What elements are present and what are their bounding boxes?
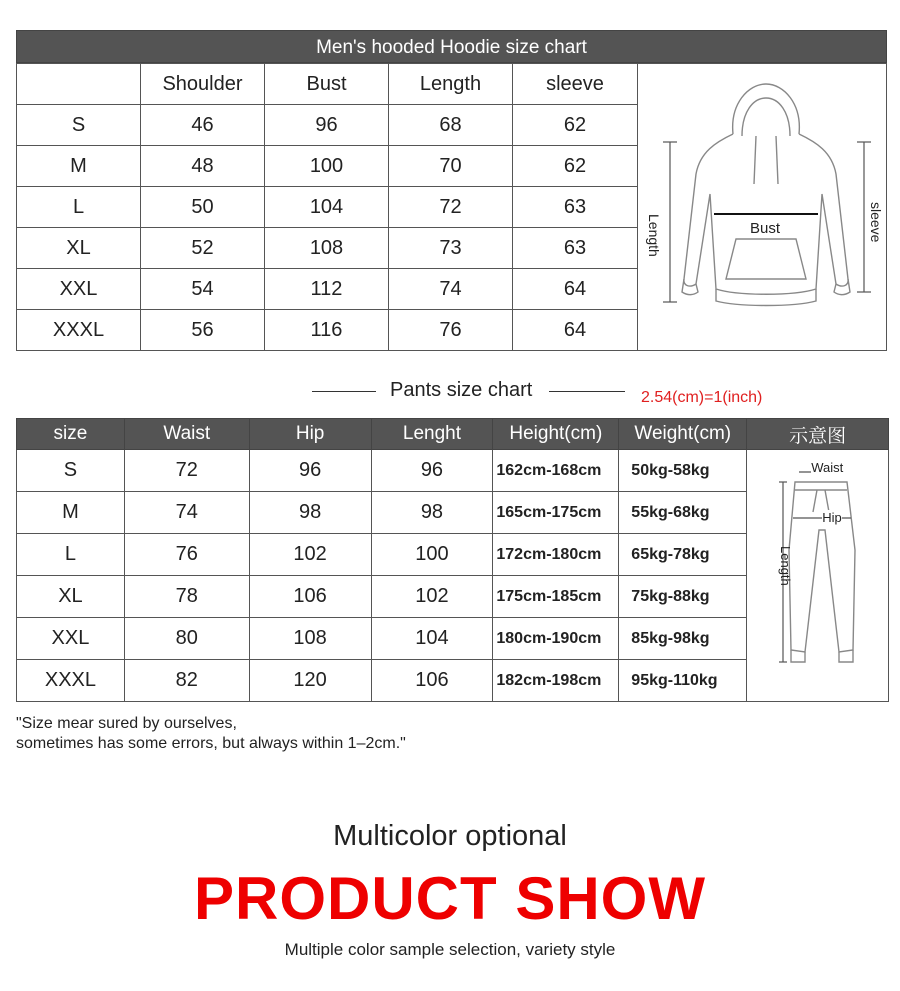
table-cell: 64	[513, 269, 638, 310]
pants-size-chart	[16, 418, 889, 702]
hoodie-bust-label: Bust	[750, 220, 781, 237]
table-cell: 96	[249, 450, 371, 492]
size-cell: XL	[17, 228, 141, 269]
table-row	[17, 450, 889, 492]
table-cell: 48	[141, 146, 265, 187]
table-cell: 63	[513, 228, 638, 269]
table-cell: 180cm-190cm	[493, 618, 619, 660]
hoodie-chart-title: Men's hooded Hoodie size chart	[16, 30, 887, 63]
table-row	[17, 269, 638, 310]
unit-conversion-note: 2.54(cm)=1(inch)	[641, 389, 763, 406]
pants-chart-heading	[0, 377, 900, 405]
hoodie-length-label: Length	[646, 214, 662, 257]
table-cell: 112	[265, 269, 389, 310]
table-cell: 106	[249, 576, 371, 618]
table-cell: 74	[124, 492, 249, 534]
pants-diagram	[747, 450, 889, 702]
pants-length-label: Length	[778, 546, 794, 586]
pants-outline-icon	[747, 450, 887, 700]
divider	[549, 391, 625, 392]
hoodie-header-length: Length	[389, 64, 513, 105]
table-cell: 162cm-168cm	[493, 450, 619, 492]
size-cell: XXL	[17, 618, 125, 660]
table-cell: 104	[265, 187, 389, 228]
size-cell: L	[17, 534, 125, 576]
table-cell: 70	[389, 146, 513, 187]
table-cell: 100	[265, 146, 389, 187]
table-cell: 102	[371, 576, 493, 618]
table-cell: 85kg-98kg	[619, 618, 747, 660]
table-cell: 76	[389, 310, 513, 351]
table-cell: 98	[249, 492, 371, 534]
pants-chart-title: Pants size chart	[390, 379, 533, 401]
pants-waist-label: Waist	[811, 460, 844, 475]
table-cell: 65kg-78kg	[619, 534, 747, 576]
table-cell: 108	[249, 618, 371, 660]
pants-header-length: Lenght	[371, 419, 493, 450]
table-cell: 165cm-175cm	[493, 492, 619, 534]
table-cell: 62	[513, 146, 638, 187]
promo-tagline: Multiple color sample selection, variety style	[284, 940, 616, 959]
hoodie-size-chart	[16, 30, 887, 351]
table-cell: 96	[371, 450, 493, 492]
table-cell: 100	[371, 534, 493, 576]
table-cell: 106	[371, 660, 493, 702]
table-cell: 68	[389, 105, 513, 146]
table-cell: 96	[265, 105, 389, 146]
note-line-2: sometimes has some errors, but always within 1–2cm."	[16, 735, 406, 752]
table-cell: 104	[371, 618, 493, 660]
table-cell: 63	[513, 187, 638, 228]
table-cell: 72	[124, 450, 249, 492]
table-cell: 78	[124, 576, 249, 618]
hoodie-sleeve-label: sleeve	[868, 202, 884, 243]
table-cell: 64	[513, 310, 638, 351]
hoodie-header-bust: Bust	[265, 64, 389, 105]
pants-header-row	[17, 419, 889, 450]
table-cell: 56	[141, 310, 265, 351]
hoodie-size-table	[16, 63, 638, 351]
table-cell: 76	[124, 534, 249, 576]
size-cell: S	[17, 105, 141, 146]
size-cell: M	[17, 146, 141, 187]
table-row	[17, 310, 638, 351]
table-cell: 116	[265, 310, 389, 351]
size-cell: XXXL	[17, 310, 141, 351]
table-cell: 46	[141, 105, 265, 146]
table-cell: 54	[141, 269, 265, 310]
table-cell: 80	[124, 618, 249, 660]
pants-header-size: size	[17, 419, 125, 450]
pants-header-height: Height(cm)	[493, 419, 619, 450]
table-cell: 72	[389, 187, 513, 228]
hoodie-outline-icon	[638, 64, 887, 352]
hoodie-header-row	[17, 64, 638, 105]
promo-headline: PRODUCT SHOW	[194, 865, 706, 932]
table-row	[17, 187, 638, 228]
hoodie-header-shoulder: Shoulder	[141, 64, 265, 105]
table-cell: 74	[389, 269, 513, 310]
table-cell: 55kg-68kg	[619, 492, 747, 534]
table-cell: 120	[249, 660, 371, 702]
table-cell: 62	[513, 105, 638, 146]
measurement-note	[16, 714, 406, 754]
note-line-1: "Size mear sured by ourselves,	[16, 715, 237, 732]
hoodie-header-sleeve: sleeve	[513, 64, 638, 105]
table-cell: 102	[249, 534, 371, 576]
divider	[312, 391, 376, 392]
size-cell: S	[17, 450, 125, 492]
size-cell: XL	[17, 576, 125, 618]
table-cell: 52	[141, 228, 265, 269]
size-cell: M	[17, 492, 125, 534]
table-cell: 175cm-185cm	[493, 576, 619, 618]
pants-header-waist: Waist	[124, 419, 249, 450]
table-cell: 75kg-88kg	[619, 576, 747, 618]
size-cell: XXL	[17, 269, 141, 310]
table-cell: 98	[371, 492, 493, 534]
pants-hip-label: Hip	[822, 510, 842, 525]
hoodie-diagram	[638, 63, 887, 351]
hoodie-header-cell	[17, 64, 141, 105]
size-cell: L	[17, 187, 141, 228]
table-cell: 82	[124, 660, 249, 702]
pants-header-weight: Weight(cm)	[619, 419, 747, 450]
table-row	[17, 105, 638, 146]
size-cell: XXXL	[17, 660, 125, 702]
table-cell: 73	[389, 228, 513, 269]
promo-subtitle: Multicolor optional	[333, 820, 567, 852]
table-cell: 172cm-180cm	[493, 534, 619, 576]
table-cell: 95kg-110kg	[619, 660, 747, 702]
table-cell: 108	[265, 228, 389, 269]
table-row	[17, 228, 638, 269]
pants-size-table	[16, 418, 889, 702]
pants-header-diagram: 示意图	[747, 419, 889, 450]
table-cell: 182cm-198cm	[493, 660, 619, 702]
table-row	[17, 146, 638, 187]
pants-header-hip: Hip	[249, 419, 371, 450]
table-cell: 50	[141, 187, 265, 228]
table-cell: 50kg-58kg	[619, 450, 747, 492]
